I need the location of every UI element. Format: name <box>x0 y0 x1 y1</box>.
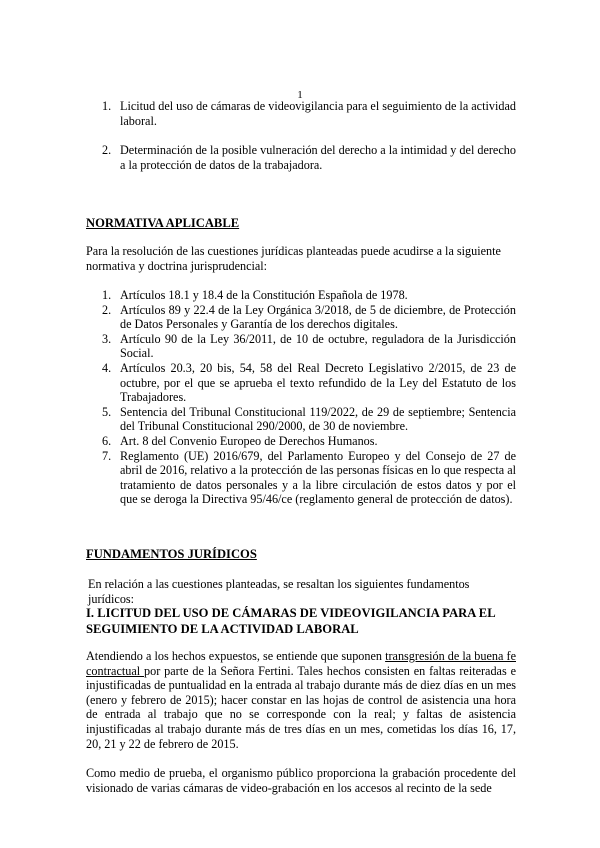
buena-fe-underlined: transgresión de la buena fe contractual <box>86 649 516 678</box>
normativa-heading: NORMATIVA APLICABLE <box>86 216 240 230</box>
normativa-item <box>86 434 516 449</box>
paragraph-1 <box>86 649 516 751</box>
normativa-text: Reglamento (UE) 2016/679, del Parlamento Europeo y del Consejo de 27 de abril de 2016, relativo a la protección de las personas físicas en lo que respecta al tratamiento de datos personales y a la libre circulación de estos datos y por el que se deroga la Directiva 95/46/ce (reglamento general de protección de datos). <box>120 448 516 507</box>
normativa-number: 6. <box>102 433 112 448</box>
normativa-number: 3. <box>102 331 112 346</box>
normativa-text: Art. 8 del Convenio Europeo de Derechos Humanos. <box>120 433 378 448</box>
normativa-item <box>86 332 516 361</box>
normativa-number: 1. <box>102 288 112 302</box>
question-item <box>86 143 516 172</box>
normativa-list <box>86 288 516 507</box>
normativa-item <box>86 288 516 303</box>
fundamentos-intro: En relación a las cuestiones planteadas, se resaltan los siguientes fundamentos jurídicos: <box>88 577 470 606</box>
normativa-item <box>86 405 516 434</box>
section-title: I. LICITUD DEL USO DE CÁMARAS DE VIDEOVIGILANCIA PARA EL SEGUIMIENTO DE LA ACTIVIDAD LABORAL <box>86 606 495 636</box>
normativa-number: 5. <box>102 404 112 419</box>
question-text: Determinación de la posible vulneración del derecho a la intimidad y del derecho a la protección de datos de la trabajadora. <box>120 143 516 172</box>
normativa-item <box>86 361 516 405</box>
normativa-number: 4. <box>102 360 112 375</box>
question-item <box>86 99 516 128</box>
paragraph-1-start: Atendiendo a los hechos expuestos, se entiende que suponen <box>86 649 386 663</box>
normativa-text: Artículo 90 de la Ley 36/2011, de 10 de octubre, reguladora de la Jurisdicción Social. <box>120 331 516 361</box>
question-text: Licitud del uso de cámaras de videovigilancia para el seguimiento de la actividad laboral. <box>120 99 516 128</box>
normativa-intro: Para la resolución de las cuestiones jurídicas planteadas puede acudirse a la siguiente normativa y doctrina jurisprudencial: <box>86 244 501 273</box>
page-number: 1 <box>297 89 303 101</box>
normativa-item <box>86 303 516 332</box>
question-number: 2. <box>102 143 112 158</box>
paragraph-1-rest: por parte de la Señora Fertini. Tales hechos consisten en faltas reiteradas e injustificadas de puntualidad en la entrada al trabajo durante más de diez días en un mes (enero y febrero de 2015); hacer constar en las hojas de control de asistencia una hora de entrada al trabajo que no se corresponde con la real; y faltas de asistencia injustificadas al trabajo durante más de tres días en un mes, cometidas los días 16, 17, 20, 21 y 22 de febrero de 2015. <box>86 663 516 751</box>
fundamentos-heading: FUNDAMENTOS JURÍDICOS <box>86 547 257 561</box>
normativa-text: Sentencia del Tribunal Constitucional 119/2022, de 29 de septiembre; Sentencia del Tribunal Constitucional 290/2000, de 30 de noviembre. <box>120 404 516 434</box>
normativa-item <box>86 449 516 507</box>
questions-list <box>86 99 516 172</box>
normativa-number: 7. <box>102 448 112 463</box>
question-number: 1. <box>102 99 112 113</box>
normativa-text: Artículos 18.1 y 18.4 de la Constitución Española de 1978. <box>120 288 408 302</box>
paragraph-2: Como medio de prueba, el organismo público proporciona la grabación procedente del visionado de varias cámaras de video-grabación en los accesos al recinto de la sede <box>86 766 516 795</box>
normativa-text: Artículos 89 y 22.4 de la Ley Orgánica 3/2018, de 5 de diciembre, de Protección de Datos Personales y Garantía de los derechos digitales. <box>120 302 516 332</box>
normativa-number: 2. <box>102 302 112 317</box>
normativa-text: Artículos 20.3, 20 bis, 54, 58 del Real Decreto Legislativo 2/2015, de 23 de octubre, por el que se aprueba el texto refundido de la Ley del Estatuto de los Trabajadores. <box>120 360 516 405</box>
